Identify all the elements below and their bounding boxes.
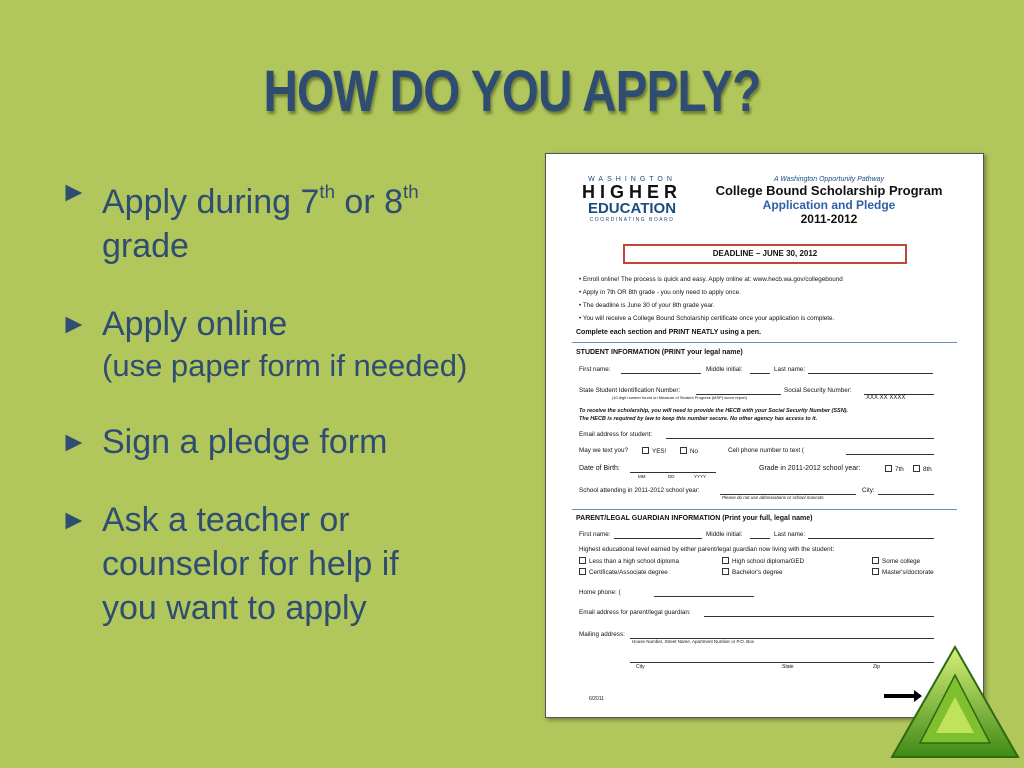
checkbox-label: Less than a high school diploma (589, 558, 679, 565)
field-label: Last name: (774, 531, 806, 538)
parent-info-heading: PARENT/LEGAL GUARDIAN INFORMATION (Print your full, legal name) (576, 515, 813, 522)
section-rule (572, 342, 957, 343)
form-bullet: • Enroll online! The process is quick and easy. Apply online at: www.hecb.wa.gov/collegebound (579, 276, 843, 283)
bullet-text: counselor for help if (102, 544, 399, 583)
field-label: Middle initial: (706, 366, 743, 373)
field-label: Cell phone number to text ( (728, 447, 804, 454)
field-note: Zip (873, 664, 880, 670)
field-label: Date of Birth: (579, 465, 620, 472)
checkbox-8th (913, 465, 932, 473)
checkbox-label: No (690, 448, 699, 455)
checkbox-yes (642, 447, 666, 455)
section-rule (572, 509, 957, 510)
logo-text: EDUCATION (587, 200, 677, 217)
checkbox-7th (885, 465, 904, 473)
field-line (808, 373, 933, 374)
field-note: (10 digit number found on Measure of Student Progress (MSP) score report) (612, 395, 747, 400)
checkbox-icon (680, 447, 687, 454)
bullet-text: Apply during 7 (102, 182, 320, 221)
bullet-text: you want to apply (102, 588, 367, 627)
logo-text: WASHINGTON (588, 176, 676, 183)
checkbox-icon (579, 568, 586, 575)
bullet-text: Apply online (102, 304, 288, 343)
field-label: First name: (579, 366, 611, 373)
form-year: 2011-2012 (800, 212, 858, 226)
ssn-note: To receive the scholarship, you will need to provide the HECB with your Social Security Number (SSN). (579, 408, 849, 414)
bullet-subtext: (use paper form if needed) (102, 347, 468, 383)
checkbox-icon (913, 465, 920, 472)
bullet-text: grade (102, 226, 189, 265)
bullet-arrow-icon: ► (60, 176, 88, 207)
field-label: Middle initial: (706, 531, 743, 538)
field-line (630, 472, 716, 473)
field-label: State Student Identification Number: (579, 387, 681, 394)
field-note: City (636, 664, 645, 670)
checkbox-icon (872, 568, 879, 575)
triangle-logo-icon (890, 645, 1020, 765)
field-label: Mailing address: (579, 631, 625, 638)
field-label: School attending in 2011-2012 school year: (579, 487, 700, 494)
field-line (654, 596, 754, 597)
application-form-image (545, 153, 984, 718)
field-line (621, 373, 701, 374)
field-line (750, 538, 770, 539)
field-note: House Number, Street Name, Apartment Number or P.O. Box (632, 639, 754, 644)
checkbox-icon (579, 557, 586, 564)
slide-title: HOW DO YOU APPLY? (263, 59, 761, 124)
field-label: Highest educational level earned by either parent/legal guardian now living with the student: (579, 546, 835, 553)
form-pre-title: A Washington Opportunity Pathway (773, 176, 885, 183)
bullet-text: Ask a teacher or (102, 500, 350, 539)
field-line (630, 662, 934, 663)
logo-text: COORDINATING BOARD (589, 217, 675, 223)
bullet-text: or 8 (334, 182, 404, 221)
form-title: College Bound Scholarship Program (715, 183, 943, 198)
field-label: Social Security Number: (784, 387, 852, 394)
checkbox-icon (722, 557, 729, 564)
bullet-arrow-icon: ► (60, 425, 88, 457)
checkbox-label: Bachelor's degree (732, 569, 783, 576)
field-line (808, 538, 934, 539)
checkbox-no (680, 447, 698, 455)
edu-option (872, 568, 934, 576)
field-label: Email address for student: (579, 431, 653, 438)
checkbox-icon (872, 557, 879, 564)
bullet-arrow-icon: ► (60, 503, 88, 535)
form-bullet: • You will receive a College Bound Scholarship certificate once your application is complete. (579, 315, 835, 322)
checkbox-icon (642, 447, 649, 454)
edu-option (722, 568, 783, 576)
field-note: MM (638, 474, 646, 479)
form-bullet: • Apply in 7th OR 8th grade - you only need to apply once. (579, 289, 741, 296)
field-line (704, 616, 934, 617)
field-line (878, 494, 934, 495)
edu-option (579, 568, 668, 576)
bullet-sign-pledge (60, 420, 530, 464)
field-note: DD (668, 474, 675, 479)
bullet-text: Sign a pledge form (102, 422, 388, 461)
checkbox-label: High school diploma/GED (732, 558, 805, 565)
checkbox-label: 8th (923, 466, 932, 473)
checkbox-icon (722, 568, 729, 575)
field-label: May we text you? (579, 447, 628, 454)
form-header (694, 176, 964, 226)
form-bullet: • The deadline is June 30 of your 8th grade year. (579, 302, 715, 309)
ssn-note: The HECB is required by law to keep this number secure. No other agency has access to it. (579, 416, 818, 422)
deadline-box: DEADLINE – JUNE 30, 2012 (623, 244, 907, 264)
student-info-heading: STUDENT INFORMATION (PRINT your legal name) (576, 349, 743, 356)
form-date: 6/2011 (589, 696, 604, 702)
edu-option (579, 557, 679, 565)
edu-option (872, 557, 920, 565)
form-subtitle: Application and Pledge (762, 198, 896, 212)
checkbox-label: Master's/doctorate (882, 569, 934, 576)
checkbox-label: Some college (882, 558, 921, 565)
field-label: Grade in 2011-2012 school year: (759, 465, 861, 472)
edu-option (722, 557, 804, 565)
field-label: Email address for parent/legal guardian: (579, 609, 691, 616)
field-label: City: (862, 487, 875, 494)
form-instruction: Complete each section and PRINT NEATLY using a pen. (576, 329, 762, 336)
field-line (614, 538, 702, 539)
checkbox-label: YES! (652, 448, 667, 455)
field-note: YYYY (694, 474, 707, 479)
ssn-mask: XXX XX XXXX (866, 395, 906, 401)
field-label: First name: (579, 531, 611, 538)
field-note: Please do not use abbreviations or school mascots. (722, 495, 825, 500)
checkbox-label: 7th (895, 466, 904, 473)
field-line (846, 454, 934, 455)
superscript: th (319, 181, 335, 202)
bullet-apply-online (60, 302, 530, 386)
field-line (750, 373, 770, 374)
bullet-apply-grade (60, 170, 530, 268)
field-label: Home phone: ( (579, 589, 621, 596)
bullet-ask-teacher (60, 498, 530, 630)
hecb-logo (572, 176, 692, 223)
field-label: Last name: (774, 366, 806, 373)
logo-text: HIGHER (581, 182, 682, 202)
bullet-list (60, 170, 530, 664)
checkbox-label: Certificate/Associate degree (589, 569, 668, 576)
bullet-arrow-icon: ► (60, 307, 88, 339)
checkbox-icon (885, 465, 892, 472)
field-line (666, 438, 934, 439)
field-note: State (782, 664, 794, 670)
superscript: th (403, 181, 419, 202)
